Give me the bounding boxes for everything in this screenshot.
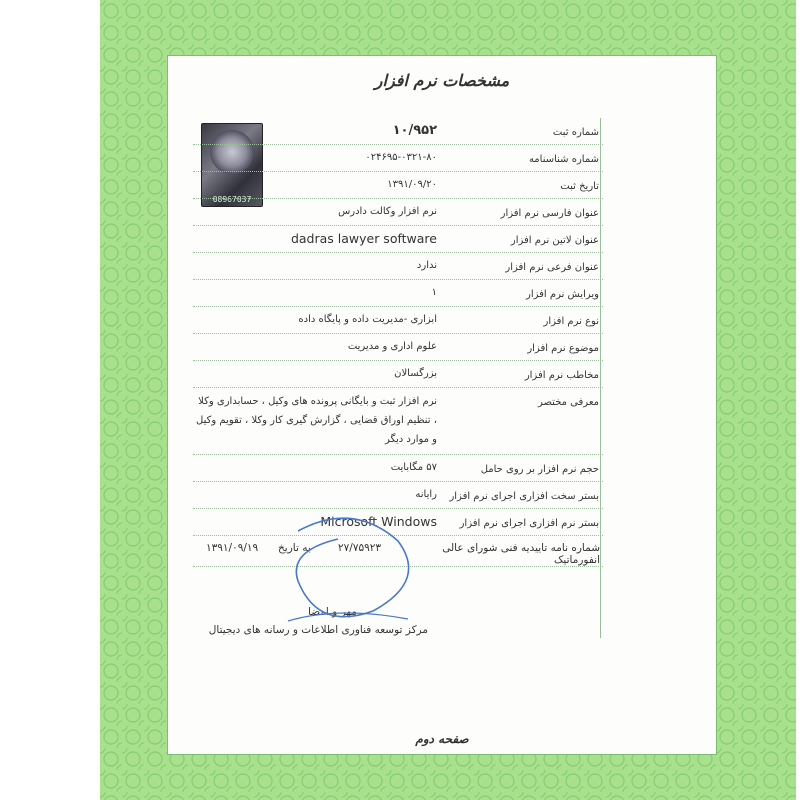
field-value: Microsoft Windows bbox=[320, 514, 437, 529]
approval-date-label: به تاریخ bbox=[278, 542, 311, 554]
field-value: ۱۰/۹۵۲ bbox=[392, 123, 437, 138]
table-row bbox=[193, 455, 603, 482]
field-label: نوع نرم افزار bbox=[543, 316, 599, 327]
table-row bbox=[193, 388, 603, 455]
field-label: عنوان فارسی نرم افزار bbox=[500, 208, 599, 219]
table-row bbox=[193, 307, 603, 334]
field-value: علوم اداری و مدیریت bbox=[347, 341, 437, 352]
approval-number: ۲۷/۷۵۹۲۳ bbox=[338, 542, 382, 554]
table-row bbox=[193, 253, 603, 280]
field-value: رایانه bbox=[415, 489, 437, 500]
field-label: بستر سخت افزاری اجرای نرم افزار bbox=[449, 491, 599, 502]
table-row bbox=[193, 172, 603, 199]
field-value: ۵۷ مگابایت bbox=[390, 462, 437, 473]
field-value: ۱۳۹۱/۰۹/۲۰ bbox=[387, 179, 437, 190]
handwritten-signature bbox=[278, 511, 428, 631]
approval-date: ۱۳۹۱/۰۹/۱۹ bbox=[206, 542, 259, 554]
field-label: ویرایش نرم افزار bbox=[526, 289, 599, 300]
field-label: تاریخ ثبت bbox=[560, 181, 599, 192]
table-row bbox=[193, 199, 603, 226]
table-row bbox=[193, 118, 603, 145]
approval-label: شماره نامه تاییدیه فنی شورای عالی انفورماتیک bbox=[442, 542, 600, 566]
field-label: موضوع نرم افزار bbox=[527, 343, 599, 354]
field-label: عنوان فرعی نرم افزار bbox=[505, 262, 599, 273]
table-row bbox=[193, 482, 603, 509]
table-row bbox=[193, 226, 603, 253]
issuer-name: مرکز توسعه فناوری اطلاعات و رسانه های دیجیتال bbox=[208, 624, 428, 636]
table-row bbox=[193, 145, 603, 172]
field-value: ۰۲۴۶۹۵-۰۳۲۱-۸۰ bbox=[365, 152, 437, 163]
hologram-serial: 08967037 bbox=[212, 195, 252, 204]
field-label: بستر نرم افزاری اجرای نرم افزار bbox=[459, 518, 599, 529]
table-row bbox=[193, 280, 603, 307]
page-footer: صفحه دوم bbox=[415, 732, 469, 746]
field-label: حجم نرم افزار بر روی حامل bbox=[480, 464, 599, 475]
field-value: dadras lawyer software bbox=[290, 231, 437, 246]
specs-table bbox=[193, 118, 603, 536]
field-label: عنوان لاتین نرم افزار bbox=[510, 235, 599, 246]
field-label: معرفی مختصر bbox=[537, 397, 599, 408]
table-row bbox=[193, 361, 603, 388]
field-value: ندارد bbox=[416, 260, 437, 271]
field-value: ۱ bbox=[431, 287, 437, 298]
field-label: مخاطب نرم افزار bbox=[524, 370, 599, 381]
certificate-sheet bbox=[167, 55, 717, 755]
field-label: شماره شناسنامه bbox=[528, 154, 599, 165]
field-value: نرم افزار وکالت دادرس bbox=[338, 206, 437, 217]
document-title: مشخصات نرم افزار bbox=[374, 71, 510, 90]
field-label: شماره ثبت bbox=[552, 127, 599, 138]
field-value: ابزاری -مدیریت داده و پایگاه داده bbox=[298, 314, 437, 325]
field-value: بزرگسالان bbox=[394, 368, 437, 379]
field-value: نرم افزار ثبت و بایگانی پرونده های وکیل ، حسابداری وکلا ، تنظیم اوراق قضایی ، گزارش گیری کار وکلا ، تقویم وکیل و موارد دیگر bbox=[196, 396, 437, 445]
table-row bbox=[193, 334, 603, 361]
seal-label: مهر و امضا bbox=[308, 606, 357, 618]
